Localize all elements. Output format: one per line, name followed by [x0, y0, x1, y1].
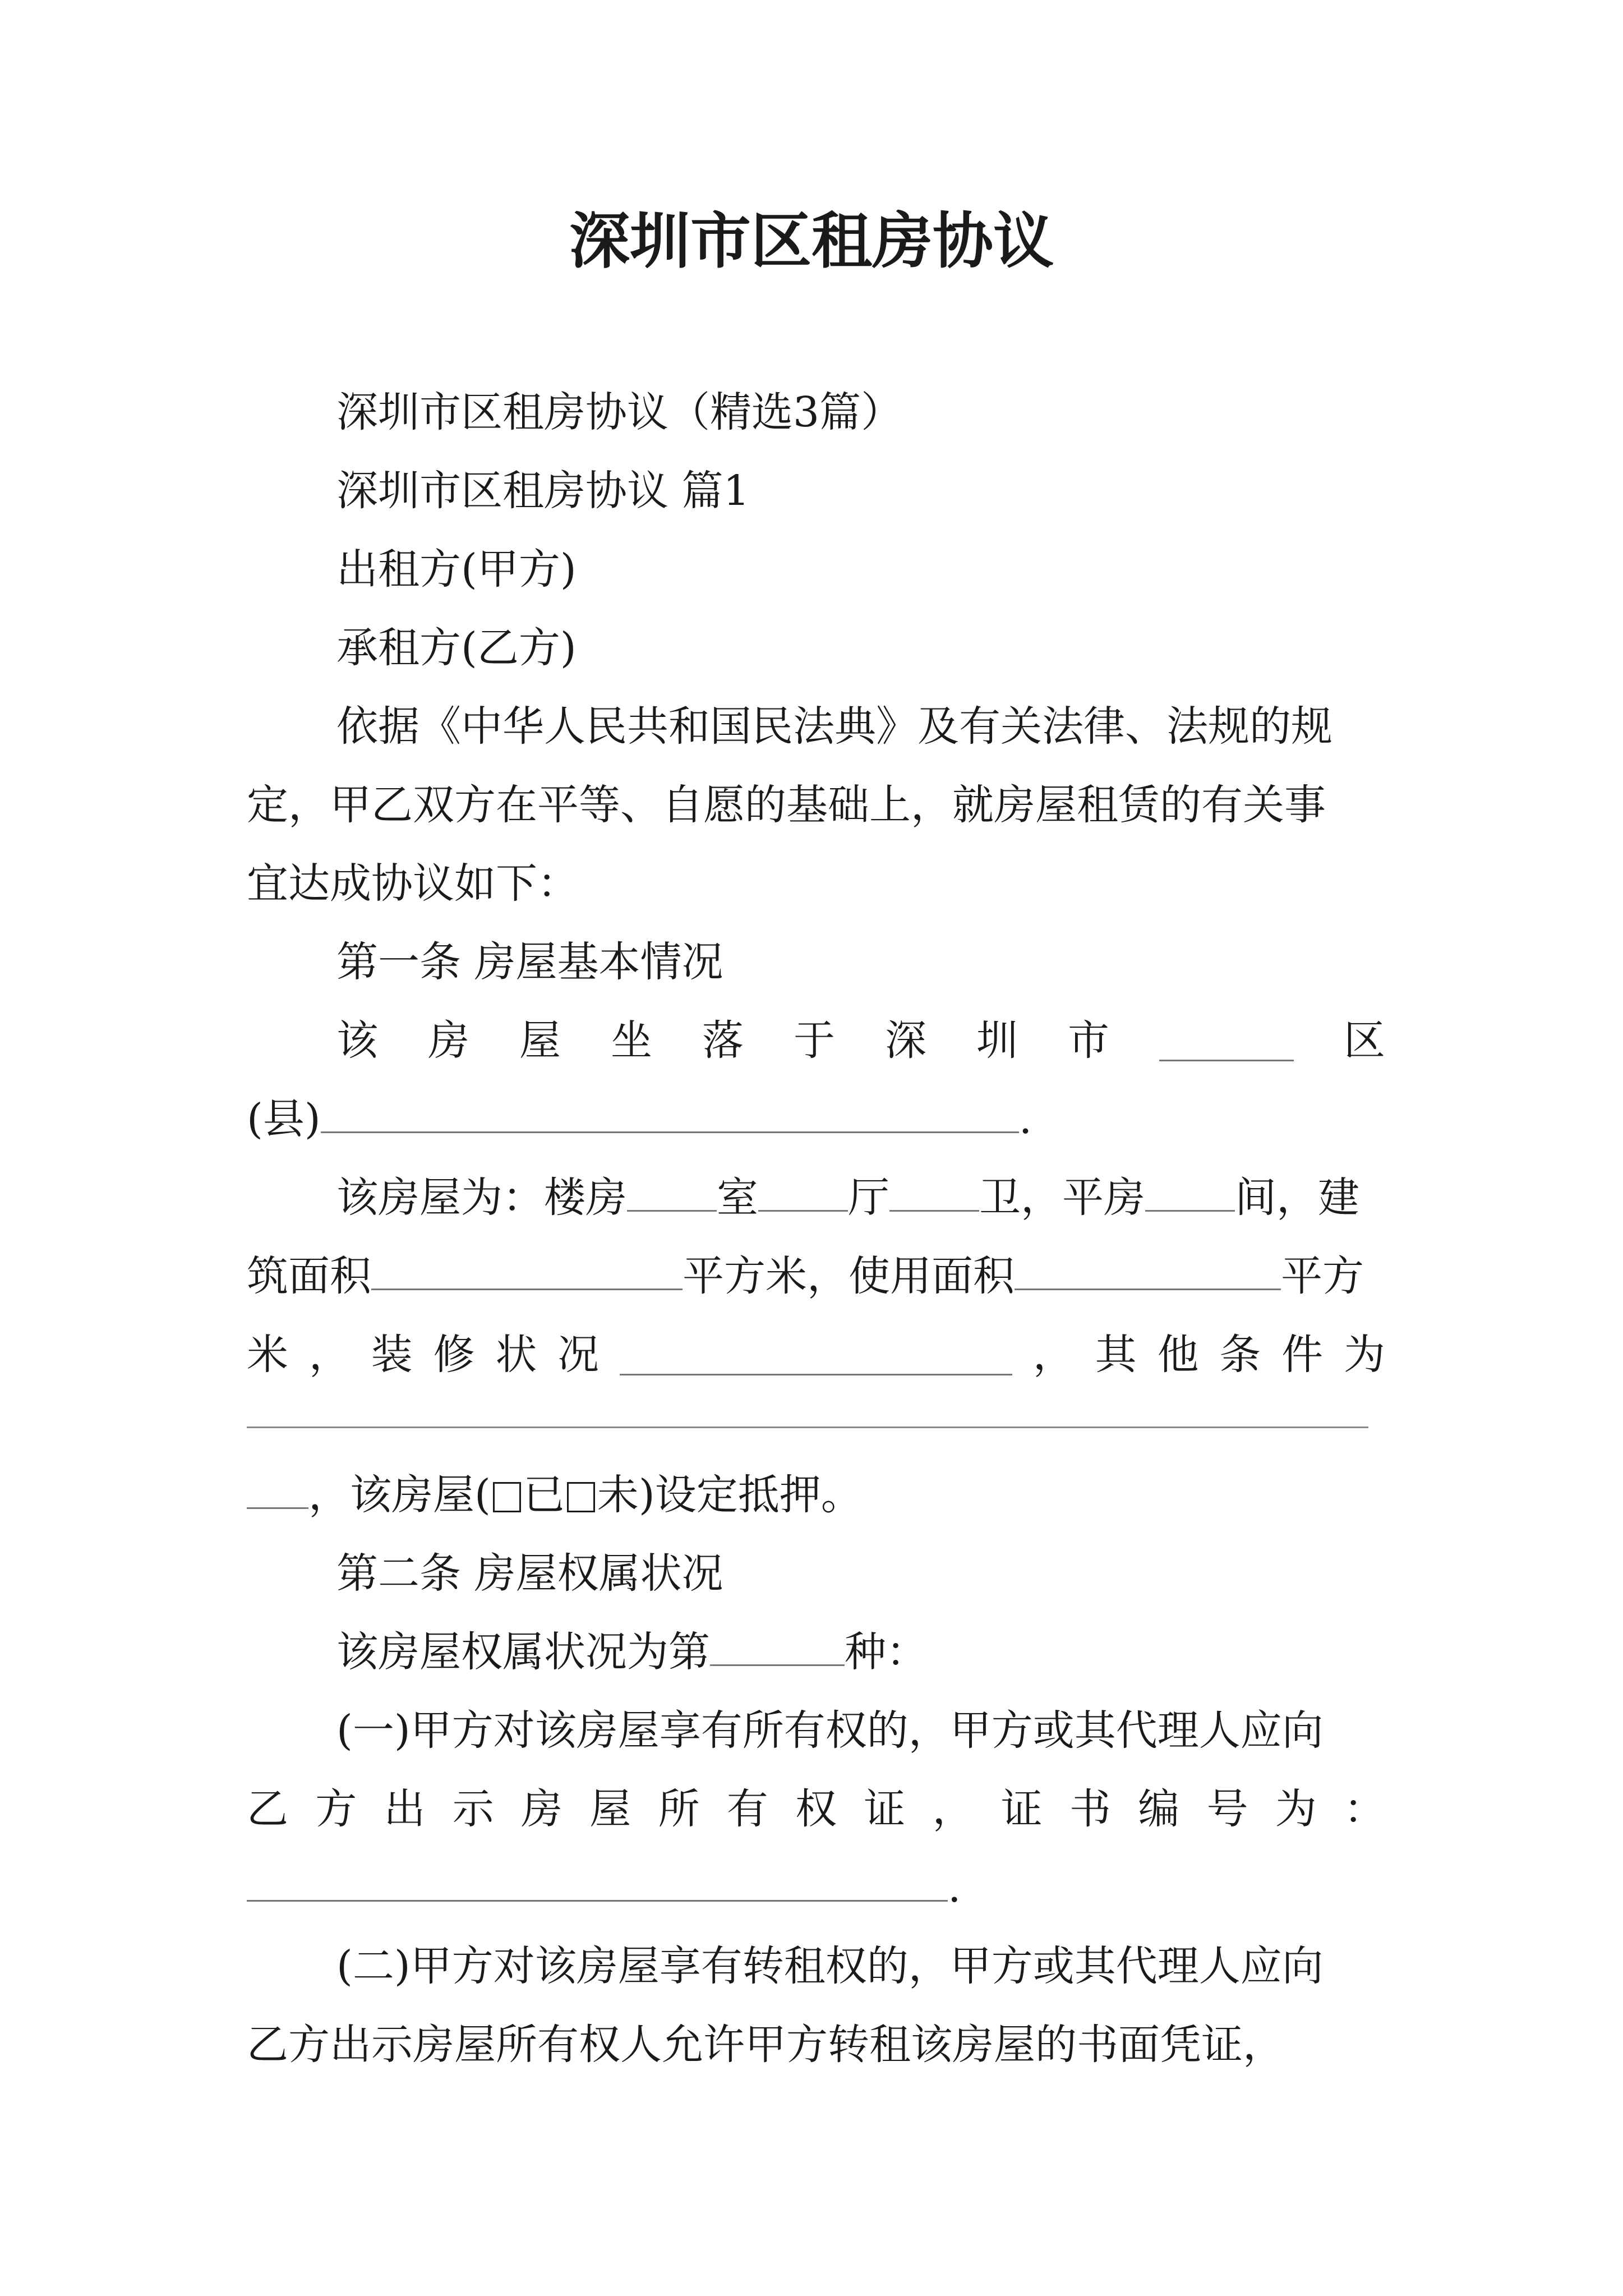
- item-1-line-1: (一)甲方对该房屋享有所有权的，甲方或其代理人应向: [336, 1706, 1324, 1755]
- item-1-char: 乙: [247, 1785, 288, 1833]
- item-1-char: 屋: [589, 1785, 631, 1833]
- building-area-blank: [371, 1249, 683, 1290]
- other-char: 其: [1095, 1331, 1137, 1379]
- document-title: 深圳市区租房协议: [569, 206, 1054, 277]
- checkbox-icon: [567, 1482, 595, 1512]
- mortgage-no: 未)设定抵押。: [597, 1471, 863, 1519]
- decoration-char: 米: [247, 1331, 288, 1379]
- ownership-line: [336, 1613, 1385, 1691]
- item-1-char: 证: [1000, 1785, 1043, 1833]
- item-1-line-2: [247, 1770, 1385, 1848]
- decoration-char: 修: [433, 1331, 475, 1379]
- item-1-char: 有: [726, 1785, 768, 1833]
- certificate-end: .: [948, 1864, 961, 1912]
- ownership-type-blank: [710, 1625, 845, 1666]
- item-2-line-1: (二)甲方对该房屋享有转租权的，甲方或其代理人应向: [336, 1942, 1324, 1990]
- item-2-line-2: 乙方出示房屋所有权人允许甲方转租该房屋的书面凭证，: [247, 2021, 1284, 2069]
- district-label: 区: [1344, 1016, 1385, 1065]
- item-1-char: 为: [1275, 1785, 1317, 1833]
- mortgage-yes: 已: [523, 1471, 565, 1519]
- layout-prefix: 该房屋为：楼房: [336, 1174, 627, 1222]
- item-1-char: 权: [795, 1785, 837, 1833]
- decoration-char: 况: [557, 1331, 600, 1379]
- mortgage-text: ，该房屋(: [308, 1471, 491, 1519]
- county-label: (县): [247, 1095, 321, 1143]
- county-end: .: [1018, 1095, 1032, 1143]
- decoration-char: 状: [495, 1331, 537, 1379]
- county-line: [247, 1080, 1385, 1158]
- bath-count-blank: [889, 1171, 979, 1212]
- certificate-number-blank: [247, 1861, 948, 1902]
- other-char: 条: [1219, 1331, 1261, 1379]
- decoration-comma: ，: [1032, 1331, 1075, 1379]
- document-subtitle: 深圳市区租房协议（精选3篇）: [336, 388, 903, 436]
- location-char: 该: [336, 1016, 378, 1065]
- bath-label: 卫，平房: [979, 1174, 1145, 1222]
- layout-line: [336, 1158, 1385, 1237]
- county-blank: [321, 1092, 1019, 1133]
- location-char: 房: [428, 1016, 469, 1065]
- ownership-suffix: 种：: [845, 1628, 928, 1676]
- decoration-char: ，: [308, 1331, 351, 1379]
- location-char: 于: [794, 1016, 835, 1065]
- item-1-char: 所: [658, 1785, 700, 1833]
- item-1-char: 出: [384, 1785, 426, 1833]
- location-char: 市: [1068, 1016, 1109, 1065]
- preamble-line-1: 依据《中华人民共和国民法典》及有关法律、法规的规: [336, 702, 1332, 751]
- lessor-label: 出租方(甲方): [336, 545, 577, 593]
- item-1-char: 编: [1138, 1785, 1180, 1833]
- ownership-prefix: 该房屋权属状况为第: [336, 1628, 710, 1676]
- lessee-label: 承租方(乙方): [336, 624, 577, 672]
- mortgage-lead-blank: [247, 1468, 308, 1509]
- hall-count-blank: [758, 1171, 848, 1212]
- other-char: 为: [1343, 1331, 1385, 1379]
- item-1-char: 号: [1206, 1785, 1248, 1833]
- location-char: 圳: [976, 1016, 1018, 1065]
- area-line: [247, 1237, 1385, 1315]
- other-char: 他: [1157, 1331, 1199, 1379]
- location-char: 深: [885, 1016, 926, 1065]
- district-blank: [1159, 1020, 1294, 1061]
- preamble-line-2: 定，甲乙双方在平等、自愿的基础上，就房屋租赁的有关事: [247, 781, 1326, 829]
- decoration-line: [247, 1315, 1385, 1394]
- item-1-char: 方: [315, 1785, 357, 1833]
- article-2-heading: 第二条 房屋权属状况: [336, 1549, 723, 1598]
- location-char: 坐: [611, 1016, 652, 1065]
- certificate-line: [247, 1848, 1385, 1927]
- item-1-char: ，: [932, 1785, 974, 1833]
- item-1-char: ：: [1344, 1785, 1385, 1833]
- location-line: [336, 1001, 1385, 1080]
- bungalow-count-blank: [1145, 1171, 1235, 1212]
- area-label: 筑面积: [247, 1252, 371, 1300]
- item-1-char: 房: [521, 1785, 562, 1833]
- hall-label: 厅: [848, 1174, 889, 1222]
- jian-label: 间，建: [1235, 1174, 1359, 1222]
- checkbox-icon: [493, 1482, 521, 1512]
- usable-area-blank: [1015, 1249, 1281, 1290]
- mortgage-line: [247, 1456, 1385, 1534]
- area-unit: 平方米，使用面积: [683, 1252, 1015, 1300]
- room-label: 室: [717, 1174, 758, 1222]
- location-char: 落: [702, 1016, 744, 1065]
- room-count-blank: [627, 1171, 717, 1212]
- decoration-char: 装: [371, 1331, 413, 1379]
- use-unit: 平方: [1281, 1252, 1364, 1300]
- other-char: 件: [1281, 1331, 1324, 1379]
- item-1-char: 证: [864, 1785, 906, 1833]
- item-1-char: 示: [452, 1785, 494, 1833]
- item-1-char: 书: [1069, 1785, 1111, 1833]
- section-heading: 深圳市区租房协议 篇1: [336, 467, 750, 515]
- preamble-line-3: 宜达成协议如下：: [247, 859, 579, 908]
- decoration-blank: [620, 1335, 1012, 1375]
- article-1-heading: 第一条 房屋基本情况: [336, 938, 723, 986]
- other-conditions-blank: [247, 1427, 1368, 1428]
- location-char: 屋: [519, 1016, 561, 1065]
